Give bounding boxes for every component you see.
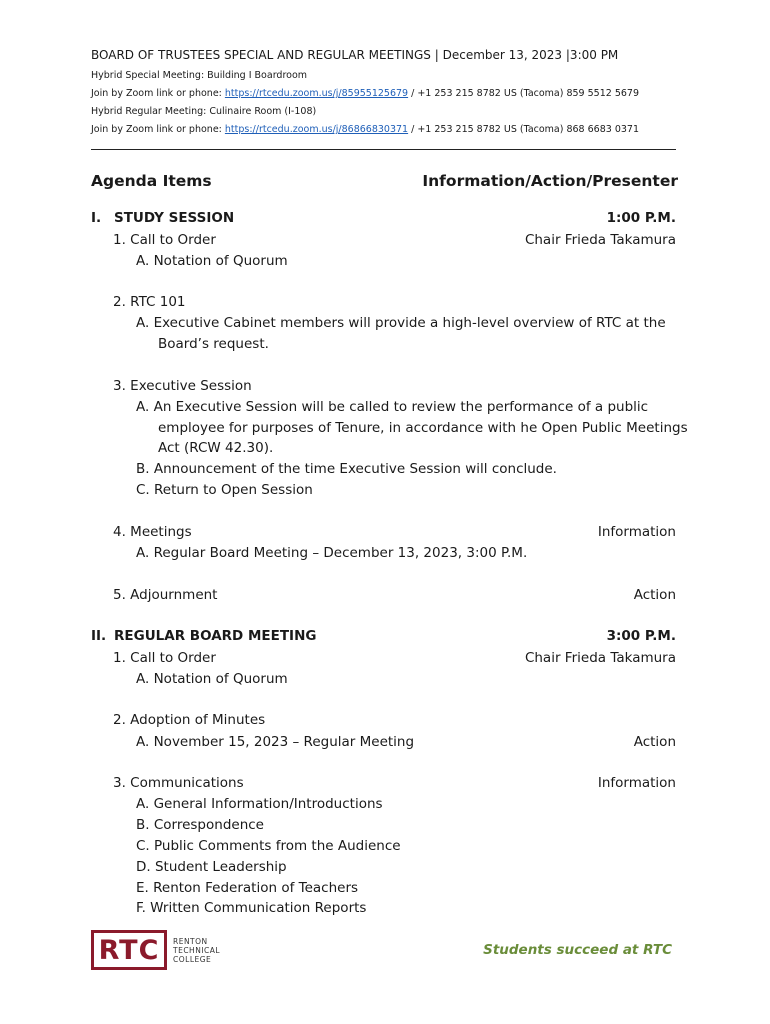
regular-item-call-to-order: 1. Call to Order bbox=[113, 650, 216, 666]
study-subitem-quorum: A. Notation of Quorum bbox=[136, 253, 288, 269]
study-subitem-overview-l1: A. Executive Cabinet members will provide a high-level overview of RTC at the bbox=[136, 315, 666, 331]
rtc-logo bbox=[91, 930, 220, 970]
rtc-logo-mark: RTC bbox=[91, 930, 167, 970]
regular-subitem-federation-teachers: E. Renton Federation of Teachers bbox=[136, 880, 359, 896]
study-subitem-exec-l2: employee for purposes of Tenure, in accordance with he Open Public Meetings bbox=[158, 420, 688, 436]
study-session-time: 1:00 P.M. bbox=[606, 210, 676, 226]
regular-subitem-correspondence: B. Correspondence bbox=[136, 817, 264, 833]
regular-item-adoption-minutes: 2. Adoption of Minutes bbox=[113, 712, 266, 728]
regular-meeting-location: Hybrid Regular Meeting: Culinaire Room (I-108) bbox=[91, 106, 317, 117]
special-meeting-join-line: Join by Zoom link or phone: https://rtcedu.zoom.us/j/85955125679 / +1 253 215 8782 US (Tacoma) 859 5512 5679 bbox=[91, 88, 639, 99]
study-subitem-exec-l3: Act (RCW 42.30). bbox=[158, 440, 274, 456]
regular-subitem-november-minutes: A. November 15, 2023 – Regular Meeting bbox=[136, 734, 415, 750]
special-meeting-location: Hybrid Special Meeting: Building I Boardroom bbox=[91, 70, 308, 81]
regular-subitem-student-leadership: D. Student Leadership bbox=[136, 859, 287, 875]
study-item-call-to-order: 1. Call to Order bbox=[113, 232, 216, 248]
study-item-meetings: 4. Meetings bbox=[113, 524, 192, 540]
regular-meeting-zoom-link[interactable]: https://rtcedu.zoom.us/j/86866830371 bbox=[224, 124, 409, 135]
info-action-presenter-heading: Information/Action/Presenter bbox=[422, 172, 678, 190]
regular-subitem-quorum: A. Notation of Quorum bbox=[136, 671, 288, 687]
study-subitem-regular-meeting: A. Regular Board Meeting – December 13, 2023, 3:00 P.M. bbox=[136, 545, 528, 561]
regular-meeting-heading: II. REGULAR BOARD MEETING bbox=[91, 628, 317, 644]
regular-item-call-to-order-presenter: Chair Frieda Takamura bbox=[524, 650, 676, 666]
study-item-call-to-order-presenter: Chair Frieda Takamura bbox=[524, 232, 676, 248]
study-subitem-exec-l1: A. An Executive Session will be called to review the performance of a public bbox=[136, 399, 649, 415]
regular-meeting-time: 3:00 P.M. bbox=[606, 628, 676, 644]
regular-subitem-general-info: A. General Information/Introductions bbox=[136, 796, 383, 812]
special-meeting-zoom-link[interactable]: https://rtcedu.zoom.us/j/85955125679 bbox=[224, 88, 409, 99]
study-item-rtc-101: 2. RTC 101 bbox=[113, 294, 186, 310]
agenda-items-heading: Agenda Items bbox=[91, 172, 212, 190]
study-item-adjournment: 5. Adjournment bbox=[113, 587, 218, 603]
regular-item-communications: 3. Communications bbox=[113, 775, 244, 791]
regular-subitem-november-minutes-type: Action bbox=[633, 734, 676, 750]
study-subitem-return-open: C. Return to Open Session bbox=[136, 482, 313, 498]
study-item-adjournment-type: Action bbox=[633, 587, 676, 603]
meeting-title: BOARD OF TRUSTEES SPECIAL AND REGULAR MEETINGS | December 13, 2023 |3:00 PM bbox=[91, 48, 619, 62]
header-divider bbox=[91, 149, 676, 150]
study-item-executive-session: 3. Executive Session bbox=[113, 378, 252, 394]
study-item-meetings-type: Information bbox=[597, 524, 676, 540]
footer-tagline: Students succeed at RTC bbox=[483, 942, 672, 958]
regular-meeting-join-line: Join by Zoom link or phone: https://rtcedu.zoom.us/j/86866830371 / +1 253 215 8782 US (Tacoma) 868 6683 0371 bbox=[91, 124, 639, 135]
regular-item-communications-type: Information bbox=[597, 775, 676, 791]
study-subitem-overview-l2: Board’s request. bbox=[158, 336, 269, 352]
study-subitem-exec-announcement: B. Announcement of the time Executive Session will conclude. bbox=[136, 461, 557, 477]
regular-subitem-public-comments: C. Public Comments from the Audience bbox=[136, 838, 401, 854]
rtc-logo-wordmark: RENTON TECHNICAL COLLEGE bbox=[173, 936, 221, 964]
study-session-heading: I. STUDY SESSION bbox=[91, 210, 235, 226]
regular-subitem-written-reports: F. Written Communication Reports bbox=[136, 900, 367, 916]
